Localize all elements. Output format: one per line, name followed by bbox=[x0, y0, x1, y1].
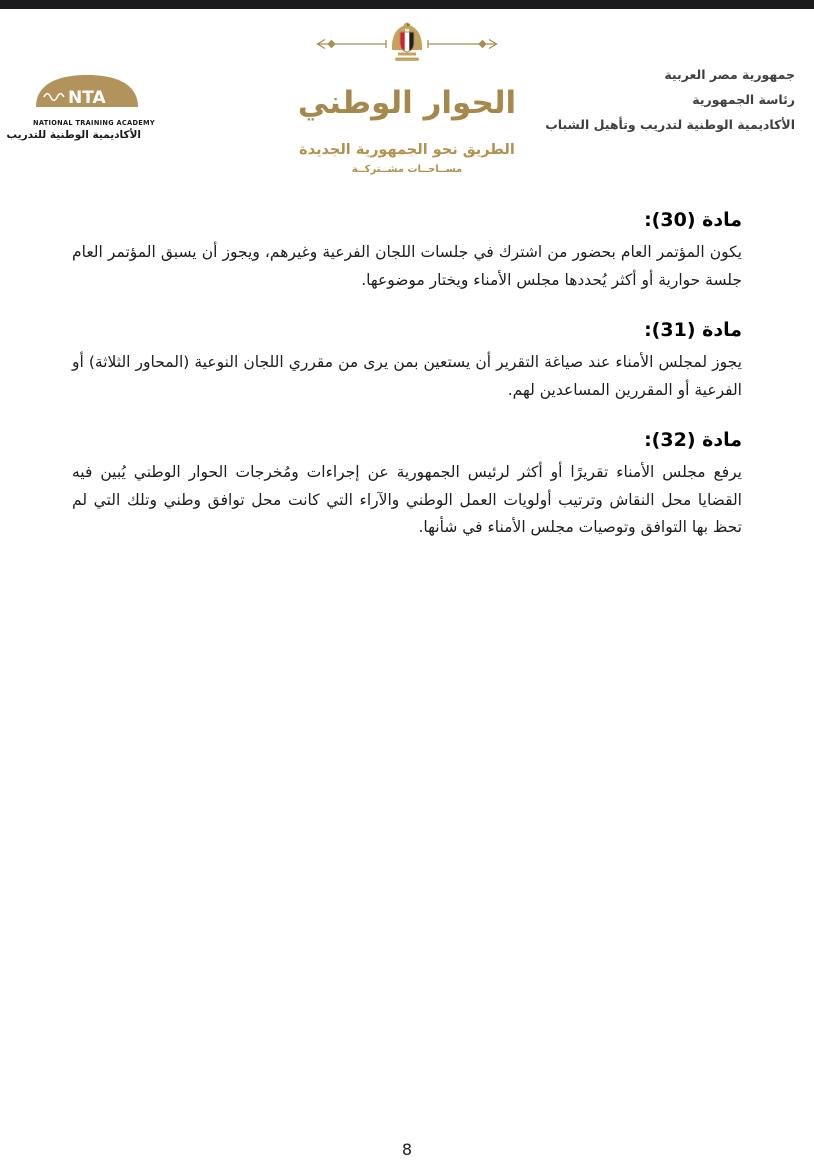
nta-dome-icon bbox=[34, 72, 140, 108]
article-31-body: يجوز لمجلس الأمناء عند صياغة التقرير أن يستعين بمن يرى من مقرري اللجان النوعية (المحاور الثلاثة) أو الفرعية أو المقررين المساعدين لهم. bbox=[72, 353, 742, 399]
authority-line-academy: الأكاديمية الوطنية لتدريب وتأهيل الشباب bbox=[545, 117, 795, 132]
authority-line-presidency: رئاسة الجمهورية bbox=[692, 92, 795, 107]
article-30 bbox=[72, 205, 742, 294]
eagle-body bbox=[392, 23, 422, 61]
dialogue-subtitle: مســاحــات مشــتركــة bbox=[351, 164, 463, 175]
top-bar bbox=[0, 0, 814, 9]
article-31-heading: مادة (31): bbox=[644, 319, 742, 341]
nta-name-ar: الأكاديمية الوطنية للتدريب bbox=[6, 129, 141, 141]
national-dialogue-logo bbox=[287, 20, 527, 175]
authority-line-republic: جمهورية مصر العربية bbox=[664, 67, 795, 82]
article-32 bbox=[72, 425, 742, 542]
article-31 bbox=[72, 315, 742, 404]
article-30-heading: مادة (30): bbox=[644, 209, 742, 231]
dialogue-tagline: الطريق نحو الجمهورية الجديدة bbox=[299, 142, 515, 158]
page-number: 8 bbox=[401, 1140, 413, 1159]
nta-name-en: NATIONAL TRAINING ACADEMY bbox=[33, 119, 155, 127]
authority-header bbox=[545, 62, 795, 137]
nta-acronym: NTA bbox=[68, 88, 106, 108]
articles-content bbox=[72, 205, 742, 563]
article-30-body: يكون المؤتمر العام بحضور من اشترك في جلسات اللجان الفرعية وغيرهم، ويجوز أن يسبق المؤتمر العام جلسة حوارية أو أكثر يُحددها مجلس الأمناء ويختار موضوعها. bbox=[72, 243, 742, 289]
article-32-heading: مادة (32): bbox=[644, 429, 742, 451]
article-32-body: يرفع مجلس الأمناء تقريرًا أو أكثر لرئيس الجمهورية عن إجراءات ومُخرجات الحوار الوطني يُبين فيه القضايا محل النقاش وترتيب أولويات العمل الوطني والآراء التي كانت محل توافق وطني وتلك التي لم تحظ بها التوافق وتوصيات مجلس الأمناء في شأنها. bbox=[72, 463, 742, 536]
nta-logo bbox=[6, 72, 155, 141]
egypt-eagle-icon bbox=[312, 20, 502, 62]
dialogue-title-calligraphy: الحوار الوطني bbox=[297, 85, 517, 121]
